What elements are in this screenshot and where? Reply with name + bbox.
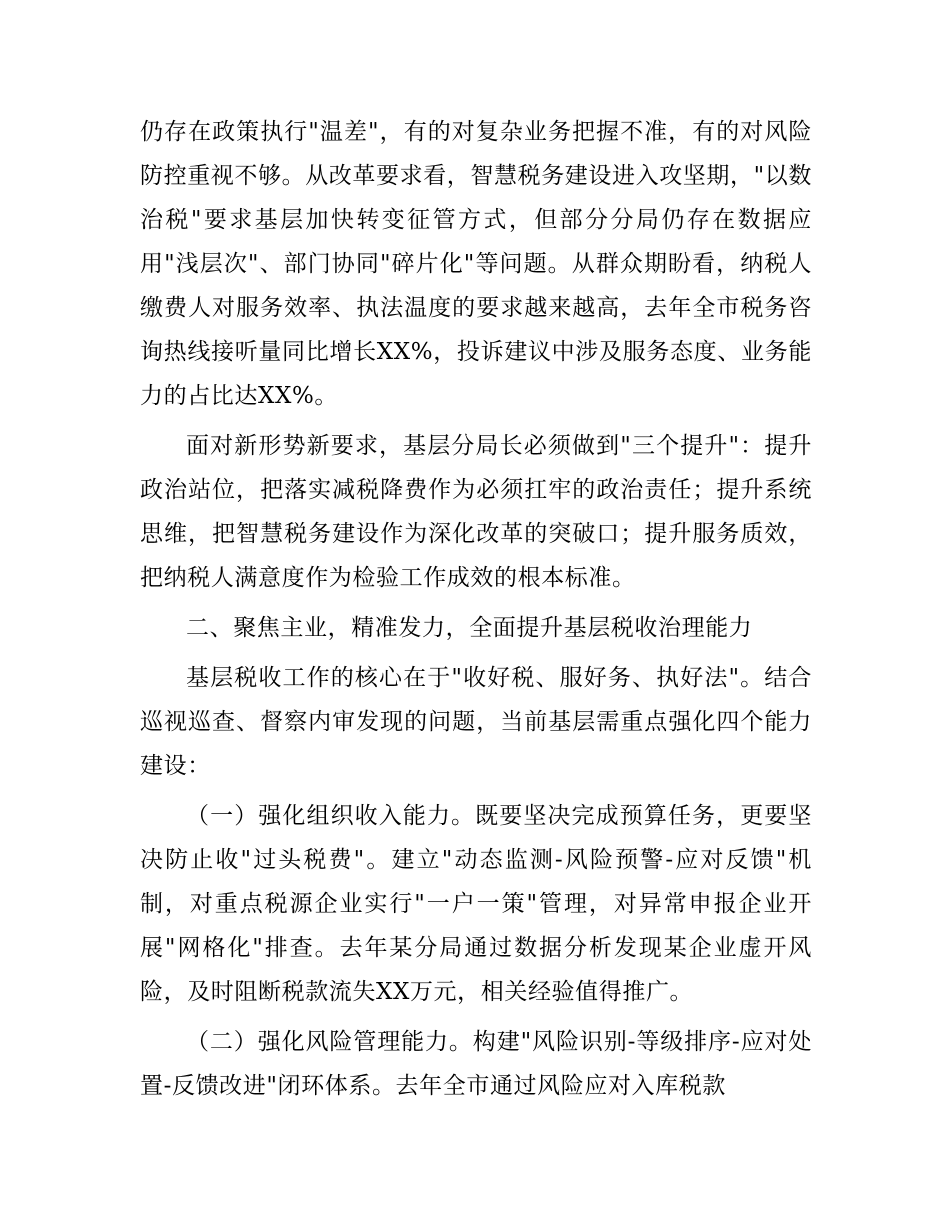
section-heading: 二、聚焦主业，精准发力，全面提升基层税收治理能力: [186, 615, 753, 641]
body-paragraph-1: 仍存在政策执行"温差"，有的对复杂业务把握不准，有的对风险防控重视不够。从改革要求看，智慧税务建设进入攻坚期，"以数治税"要求基层加快转变征管方式，但部分分局仍存在数据应用"浅层次"、部门协同"碎片化"等问题。从群众期盼看，纳税人缴费人对服务效率、执法温度的要求越来越高，去年全市税务咨询热线接听量同比增长XX%，投诉建议中涉及服务态度、业务能力的占比达XX%。: [140, 119, 812, 409]
document-page: [140, 110, 812, 1114]
body-paragraph-2: 面对新形势新要求，基层分局长必须做到"三个提升"：提升政治站位，把落实减税降费作为必须扛牢的政治责任；提升系统思维，把智慧税务建设作为深化改革的突破口；提升服务质效，把纳税人满意度作为检验工作成效的根本标准。: [140, 433, 812, 591]
body-paragraph-3: 基层税收工作的核心在于"收好税、服好务、执好法"。结合巡视巡查、督察内审发现的问题，当前基层需重点强化四个能力建设：: [140, 665, 812, 779]
body-paragraph-4: （一）强化组织收入能力。既要坚决完成预算任务，更要坚决防止收"过头税费"。建立"动态监测-风险预警-应对反馈"机制，对重点税源企业实行"一户一策"管理，对异常申报企业开展"网格化"排查。去年某分局通过数据分析发现某企业虚开风险，及时阻断税款流失XX万元，相关经验值得推广。: [140, 803, 812, 1005]
body-paragraph-5: （二）强化风险管理能力。构建"风险识别-等级排序-应对处置-反馈改进"闭环体系。去年全市通过风险应对入库税款: [140, 1029, 812, 1099]
